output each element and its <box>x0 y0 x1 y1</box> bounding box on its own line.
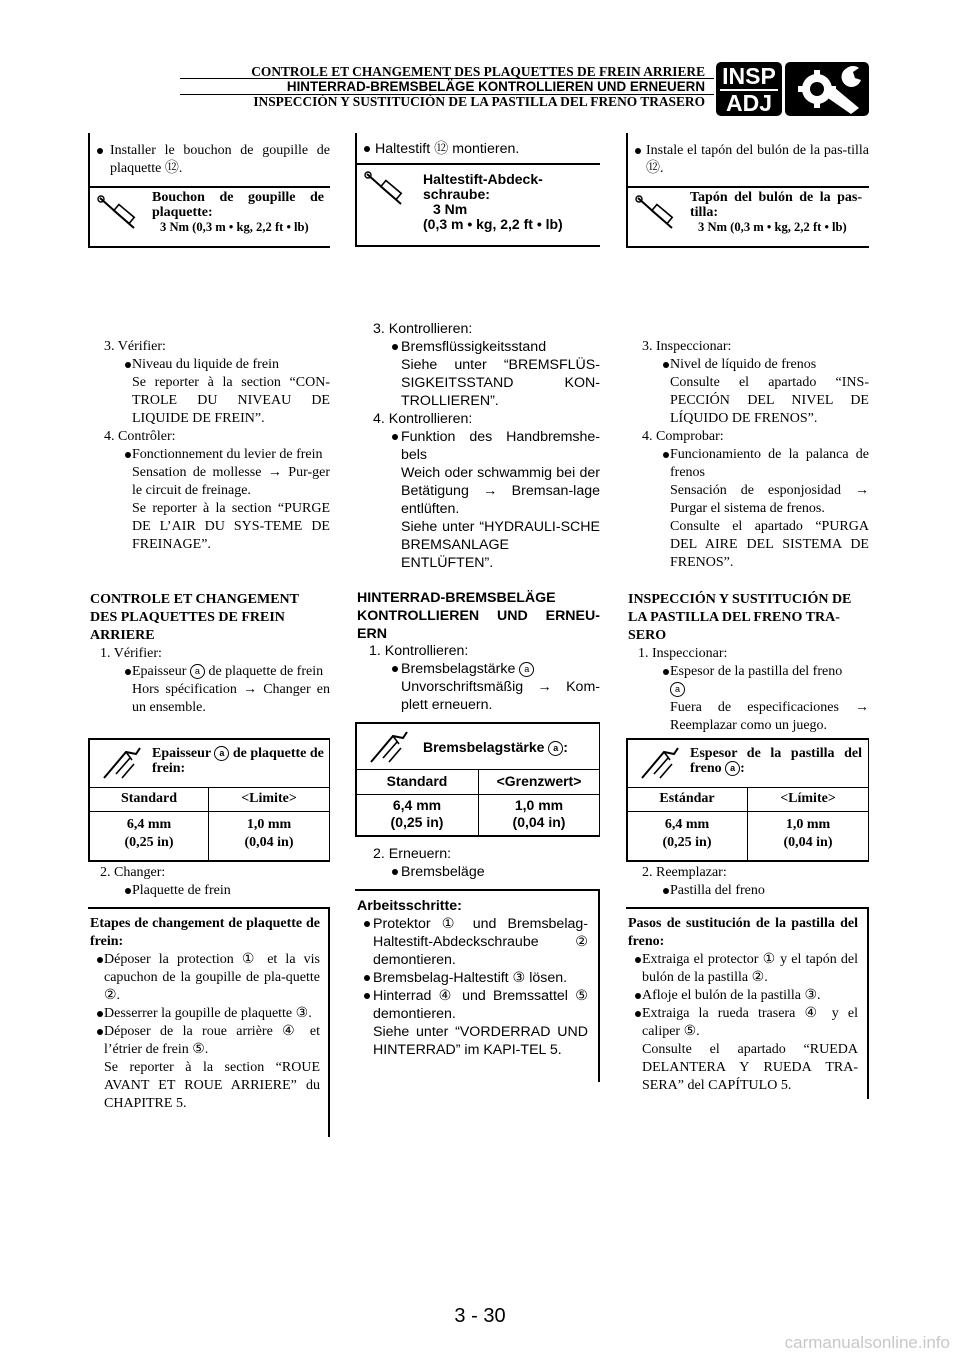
fr-p1-bullet <box>118 663 330 681</box>
de-p1-bullet <box>385 660 600 678</box>
header-title-fr: CONTROLE ET CHANGEMENT DES PLAQUETTES DE FREIN ARRIERE <box>251 64 705 79</box>
es-step4: 4. Comprobar: <box>642 429 724 444</box>
box-border <box>598 889 600 1082</box>
es-box-b1: Extraiga el protector ① y el tapón del bulón de la pastilla ②. <box>628 951 858 987</box>
box-border <box>328 907 330 1137</box>
es-spec-ref: a <box>725 761 740 776</box>
es-p1-b1: Espesor de la pastilla del freno <box>670 664 843 679</box>
de-spec-title-text: Bremsbelagstärke <box>423 739 545 755</box>
es-spec-title-pre: Espesor de la pastilla del freno <box>690 746 862 776</box>
fr-p2-bullet: Plaquette de frein <box>118 882 330 900</box>
de-p2: 2. Erneuern: <box>373 846 452 862</box>
de-spec-title: Bremsbelagstärke a : <box>423 739 568 755</box>
es-spec-v2 <box>749 816 867 852</box>
fr-p2: 2. Changer: <box>100 865 166 880</box>
es-torque-spec <box>690 190 862 235</box>
fr-step3: 3. Vérifier: <box>104 339 166 354</box>
de-inspect <box>357 642 600 714</box>
fr-box-b2: Desserrer la goupille de plaquette ③. <box>90 1005 320 1023</box>
header-titles <box>251 64 705 109</box>
de-box-b3-a: Siehe unter “VORDERRAD UND HINTERRAD” im KAPI-TEL 5. <box>373 1024 588 1058</box>
es-top-step <box>628 142 869 178</box>
es-step4-bullet: Funcionamiento de la palanca de frenos <box>656 446 869 482</box>
fr-step4-b: Se reporter à la section “PURGE DE L’AIR DU SYS-TEME DE FREINAGE”. <box>132 501 330 552</box>
fr-top-ref: ⑫ <box>164 161 179 176</box>
fr-spec-h1: Standard <box>120 791 178 806</box>
de-p1-a: Unvorschriftsmäßig → Kom-plett erneuern. <box>401 679 600 713</box>
de-step3-bullet: Bremsflüssigkeitsstand <box>385 338 600 356</box>
de-torque-title: Haltestift-Abdeck-schraube: <box>423 171 543 202</box>
de-spec-v2b: (0,04 in) <box>512 814 566 830</box>
header-rule <box>180 78 714 79</box>
box-border <box>355 245 600 247</box>
box-border <box>626 186 869 188</box>
table-border <box>88 860 330 862</box>
de-checks <box>357 320 600 572</box>
es-spec-h2: <Límite> <box>780 791 836 806</box>
table-border <box>88 811 330 812</box>
header-rule <box>180 94 714 95</box>
de-torque-v1: 3 Nm <box>433 201 468 217</box>
es-spec-v1b: (0,25 in) <box>662 835 712 850</box>
box-border <box>355 163 600 165</box>
de-step4: 4. Kontrollieren: <box>373 411 473 427</box>
fr-torque-value: 3 Nm (0,3 m • kg, 2,2 ft • lb) <box>160 220 309 234</box>
fr-box-title: Etapes de changement de plaquette de frein: <box>90 916 320 949</box>
fr-p1: 1. Vérifier: <box>100 646 162 661</box>
box-border <box>88 907 330 909</box>
fr-p1-ref: a <box>190 664 205 679</box>
fr-spec-v2b: (0,04 in) <box>244 835 294 850</box>
caliper-gauge-icon <box>634 744 682 789</box>
es-p2-bullet: Pastilla del freno <box>656 882 869 900</box>
fr-step4: 4. Contrôler: <box>104 429 176 444</box>
fr-box-b1: Déposer la protection ① et la vis capuchon de la goupille de pla-quette ②. <box>90 951 320 1005</box>
caliper-gauge-icon <box>363 728 411 773</box>
fr-torque-spec <box>152 190 324 235</box>
fr-spec-ref: a <box>214 746 229 761</box>
de-spec-ref: a <box>548 741 563 756</box>
es-torque-value: 3 Nm (0,3 m • kg, 2,2 ft • lb) <box>698 220 847 234</box>
table-border <box>88 738 330 740</box>
de-box-b1: Protektor ① und Bremsbelag-Haltestift-Abdeckschraube ② demontieren. <box>357 915 588 969</box>
de-top-step-text: Haltestift ⑫ montieren. <box>357 140 600 158</box>
fr-spec-title-pre: Epaisseur <box>152 746 211 761</box>
fr-spec-v2a: 1,0 mm <box>246 817 292 832</box>
es-torque-title: Tapón del bulón de la pas-tilla: <box>690 190 862 220</box>
fr-step3-ref: Se reporter à la section “CON-TROLE DU NIVEAU DE LIQUIDE DE FREIN”. <box>132 375 330 426</box>
es-p2: 2. Reemplazar: <box>642 865 727 880</box>
es-box-title: Pasos de sustitución de la pastilla del freno: <box>628 916 858 949</box>
es-step3: 3. Inspeccionar: <box>642 339 732 354</box>
fr-spec-v1 <box>90 816 208 852</box>
de-spec-h2: <Grenzwert> <box>496 773 582 789</box>
de-section-heading: HINTERRAD-BREMSBELÄGE KONTROLLIEREN UND ERNEU-ERN <box>357 590 600 642</box>
fr-spec-title-post: de plaquette de frein: <box>152 746 324 776</box>
torque-wrench-icon <box>363 170 409 215</box>
box-border <box>88 246 330 248</box>
fr-top-step-text: Installer le bouchon de goupille de plaquette <box>110 143 330 176</box>
de-step3-ref: Siehe unter “BREMSFLÜS-SIGKEITSSTAND KON-TROLLIEREN”. <box>401 357 600 409</box>
fr-step4-a: Sensation de mollesse → Pur-ger le circuit de freinage. <box>132 465 330 498</box>
table-border <box>208 787 209 861</box>
de-spec-v1a: 6,4 mm <box>392 797 442 813</box>
de-spec-v1 <box>357 797 477 831</box>
es-spec-v2a: 1,0 mm <box>785 817 831 832</box>
es-section-heading: INSPECCIÓN Y SUSTITUCIÓN DE LA PASTILLA DEL FRENO TRA-SERO <box>628 592 852 643</box>
fr-inspect <box>90 645 330 717</box>
es-change <box>628 864 869 900</box>
table-border <box>355 722 600 724</box>
de-spec-h1: Standard <box>386 773 448 789</box>
de-p1-b1: Bremsbelagstärke <box>401 661 516 677</box>
es-box-b3-a: Consulte el apartado “RUEDA DELANTERA Y RUEDA TRA-SERA” del CAPÍTULO 5. <box>642 1042 858 1093</box>
de-top-step <box>357 140 600 158</box>
table-border <box>478 769 479 836</box>
de-box-b2: Bremsbelag-Haltestift ③ lösen. <box>357 969 588 987</box>
es-p1: 1. Inspeccionar: <box>638 646 728 661</box>
es-top-step-text: Instale el tapón del bulón de la pas-tilla ⑫. <box>628 142 869 178</box>
es-step4-b: Consulte el apartado “PURGA DEL AIRE DEL SISTEMA DE FRENOS”. <box>670 519 869 570</box>
fr-section-heading: CONTROLE ET CHANGEMENT DES PLAQUETTES DE FREIN ARRIERE <box>90 592 299 643</box>
es-steps-box <box>628 915 858 1095</box>
de-p1: 1. Kontrollieren: <box>369 643 469 659</box>
badge-insp: INSP <box>722 63 776 89</box>
de-step4-a: Weich oder schwammig bei der Betätigung → Bremsan-lage entlüften. <box>401 465 600 517</box>
de-change <box>357 845 600 881</box>
fr-p1-b1-post: de plaquette de frein <box>208 664 324 679</box>
fr-steps-box <box>90 915 320 1113</box>
es-spec-v1a: 6,4 mm <box>664 817 710 832</box>
es-step3-ref: Consulte el apartado “INS-PECCIÓN DEL NIVEL DE LÍQUIDO DE FRENOS”. <box>670 375 869 426</box>
de-p1-ref: a <box>519 662 534 677</box>
header-title-es: INSPECCIÓN Y SUSTITUCIÓN DE LA PASTILLA DEL FRENO TRASERO <box>253 94 705 109</box>
wrench-gear-icon <box>785 62 869 116</box>
es-box-b3: Extraiga la rueda trasera ④ y el caliper ⑤. <box>628 1005 858 1041</box>
de-torque-spec <box>423 172 593 232</box>
fr-torque-title: Bouchon de goupille de plaquette: <box>152 190 324 220</box>
table-border <box>329 738 330 861</box>
box-border <box>626 246 869 248</box>
fr-box-b3: Déposer de la roue arrière ④ et l’étrier de frein ⑤. <box>90 1023 320 1059</box>
fr-spec-v1a: 6,4 mm <box>126 817 172 832</box>
es-spec-title: Espesor de la pastilla del freno a : <box>690 746 862 776</box>
torque-wrench-icon <box>96 194 142 239</box>
es-step4-a: Sensación de esponjosidad → Purgar el sistema de frenos. <box>670 483 869 516</box>
box-border <box>355 889 600 891</box>
table-border <box>626 738 869 740</box>
torque-wrench-icon <box>634 194 680 239</box>
de-torque-v2: (0,3 m • kg, 2,2 ft • lb) <box>423 216 563 232</box>
es-inspect <box>628 645 869 735</box>
watermark: carmanualsonline.info <box>784 1333 950 1352</box>
insp-adj-badge <box>716 62 782 116</box>
es-spec-v2b: (0,04 in) <box>783 835 833 850</box>
fr-spec-h2: <Limite> <box>241 791 297 806</box>
table-border <box>599 722 600 836</box>
box-border <box>626 907 869 909</box>
es-step3-bullet: Nivel de líquido de frenos <box>656 356 869 374</box>
header-title-de: HINTERRAD-BREMSBELÄGE KONTROLLIEREN UND ERNEUERN <box>286 79 705 94</box>
de-step4-bullet: Funktion des Handbremshe-bels <box>385 428 600 464</box>
de-spec-v2 <box>480 797 598 831</box>
de-p2-bullet: Bremsbeläge <box>385 863 600 881</box>
de-step4-b: Siehe unter “HYDRAULI-SCHE BREMSANLAGE ENTLÜFTEN”. <box>401 519 600 571</box>
de-box-title: Arbeitsschritte: <box>357 898 462 914</box>
page-number: 3 - 30 <box>454 1305 506 1327</box>
fr-change <box>90 864 330 900</box>
de-steps-box <box>357 897 588 1059</box>
fr-top-step: Installer le bouchon de goupille de plaquette ⑫. <box>90 142 330 178</box>
box-border <box>867 907 869 1099</box>
es-box-b2: Afloje el bulón de la pastilla ③. <box>628 987 858 1005</box>
fr-p1-a: Hors spécification → Changer en un ensemble. <box>132 682 330 715</box>
es-spec-h1: Estándar <box>659 791 715 806</box>
es-p1-a: Fuera de especificaciones → Reemplazar como un juego. <box>670 700 869 733</box>
badge-adj: ADJ <box>725 90 772 116</box>
table-border <box>868 738 869 861</box>
fr-checks <box>90 338 330 554</box>
fr-spec-v1b: (0,25 in) <box>124 835 174 850</box>
fr-spec-v2 <box>210 816 328 852</box>
box-border <box>88 186 330 188</box>
fr-p1-b1-pre: Epaisseur <box>132 664 187 679</box>
fr-spec-title <box>152 746 324 776</box>
fr-box-b3-a: Se reporter à la section “ROUE AVANT ET ROUE ARRIERE” du CHAPITRE 5. <box>104 1060 320 1111</box>
fr-step3-bullet: Niveau du liquide de frein <box>118 356 330 374</box>
fr-step4-bullet: Fonctionnement du levier de frein <box>118 446 330 464</box>
de-box-b3: Hinterrad ④ und Bremssattel ⑤ demontieren. <box>357 987 588 1023</box>
es-p1-ref: a <box>670 682 685 697</box>
table-border <box>747 787 748 861</box>
de-step3: 3. Kontrollieren: <box>373 321 473 337</box>
es-spec-v1 <box>628 816 746 852</box>
es-checks <box>628 338 869 572</box>
es-p1-bullet <box>656 663 869 699</box>
caliper-gauge-icon <box>96 744 144 789</box>
de-spec-v2a: 1,0 mm <box>514 797 564 813</box>
de-spec-v1b: (0,25 in) <box>390 814 444 830</box>
